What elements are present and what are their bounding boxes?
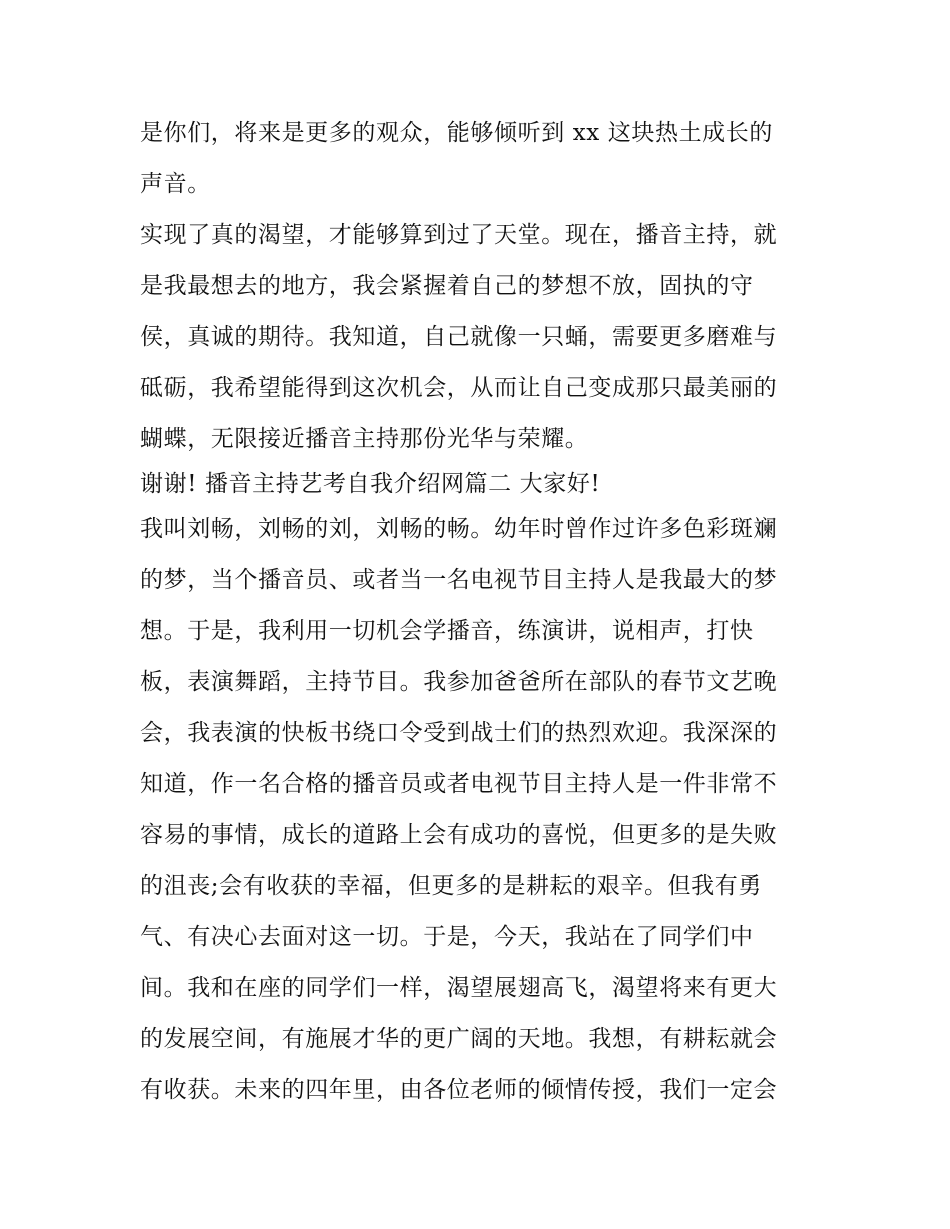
- text-line: 砥砺，我希望能得到这次机会，从而让自己变成那只最美丽的: [140, 375, 778, 401]
- text-line: 板，表演舞蹈，主持节目。我参加爸爸所在部队的春节文艺晚: [140, 669, 778, 695]
- text-line: 我叫刘畅，刘畅的刘，刘畅的畅。幼年时曾作过许多色彩斑斓: [140, 516, 778, 542]
- text-line: 间。我和在座的同学们一样，渴望展翅高飞，渴望将来有更大: [140, 975, 778, 1001]
- text-line: 气、有决心去面对这一切。于是，今天，我站在了同学们中: [140, 924, 754, 950]
- text-line: 的发展空间，有施展才华的更广阔的天地。我想，有耕耘就会: [140, 1026, 778, 1052]
- text-line: 知道，作一名合格的播音员或者电视节目主持人是一件非常不: [140, 771, 778, 797]
- text-line: 蝴蝶，无限接近播音主持那份光华与荣耀。: [140, 426, 589, 452]
- text-line: 侯，真诚的期待。我知道，自己就像一只蛹，需要更多磨难与: [140, 324, 778, 350]
- text-line: 是我最想去的地方，我会紧握着自己的梦想不放，固执的守: [140, 273, 754, 299]
- text-line: 是你们，将来是更多的观众，能够倾听到 xx 这块热土成长的: [140, 120, 773, 146]
- section-heading-line: 谢谢! 播音主持艺考自我介绍网篇二 大家好!: [140, 471, 601, 497]
- text-line: 的沮丧;会有收获的幸福，但更多的是耕耘的艰辛。但我有勇: [140, 873, 762, 899]
- text-line: 有收获。未来的四年里，由各位老师的倾情传授，我们一定会: [140, 1077, 778, 1103]
- text-line: 会，我表演的快板书绕口令受到战士们的热烈欢迎。我深深的: [140, 720, 778, 746]
- text-line: 声音。: [140, 171, 211, 197]
- document-body: [140, 108, 820, 1116]
- text-line: 实现了真的渴望，才能够算到过了天堂。现在，播音主持，就: [140, 222, 778, 248]
- text-line: 想。于是，我利用一切机会学播音，练演讲，说相声，打快: [140, 618, 754, 644]
- text-line: 的梦，当个播音员、或者当一名电视节目主持人是我最大的梦: [140, 567, 778, 593]
- text-line: 容易的事情，成长的道路上会有成功的喜悦，但更多的是失败: [140, 822, 778, 848]
